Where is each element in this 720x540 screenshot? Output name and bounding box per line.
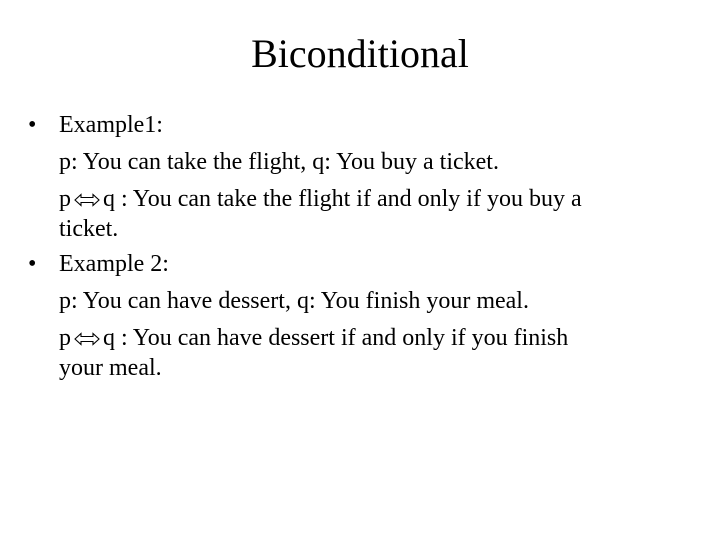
example-2-biconditional [59, 323, 688, 353]
example-2-p: p [59, 325, 71, 351]
example-2-heading: Example 2: [59, 251, 169, 277]
spacer [59, 316, 688, 323]
spacer [59, 140, 688, 147]
example-1-biconditional-text: q : You can take the flight if and only if you buy a [103, 186, 582, 212]
spacer [59, 177, 688, 184]
example-1-p: p [59, 186, 71, 212]
spacer [59, 279, 688, 286]
example-1-biconditional [59, 184, 688, 214]
bullet-icon: • [28, 251, 37, 277]
bullet-icon: • [28, 112, 37, 138]
left-right-arrow-icon [74, 193, 100, 207]
example-2-item [28, 249, 688, 383]
example-1-definitions: p: You can take the flight, q: You buy a ticket. [59, 149, 499, 175]
slide-body [28, 110, 688, 383]
left-right-arrow-icon [74, 332, 100, 346]
example-2-definitions: p: You can have dessert, q: You finish your meal. [59, 288, 529, 314]
example-1-biconditional-continued: ticket. [59, 216, 119, 242]
slide-title: Biconditional [251, 31, 469, 76]
example-1-item [28, 110, 688, 244]
example-2-biconditional-text: q : You can have dessert if and only if you finish [103, 325, 569, 351]
example-2-biconditional-continued: your meal. [59, 355, 162, 381]
example-1-heading: Example1: [59, 112, 163, 138]
